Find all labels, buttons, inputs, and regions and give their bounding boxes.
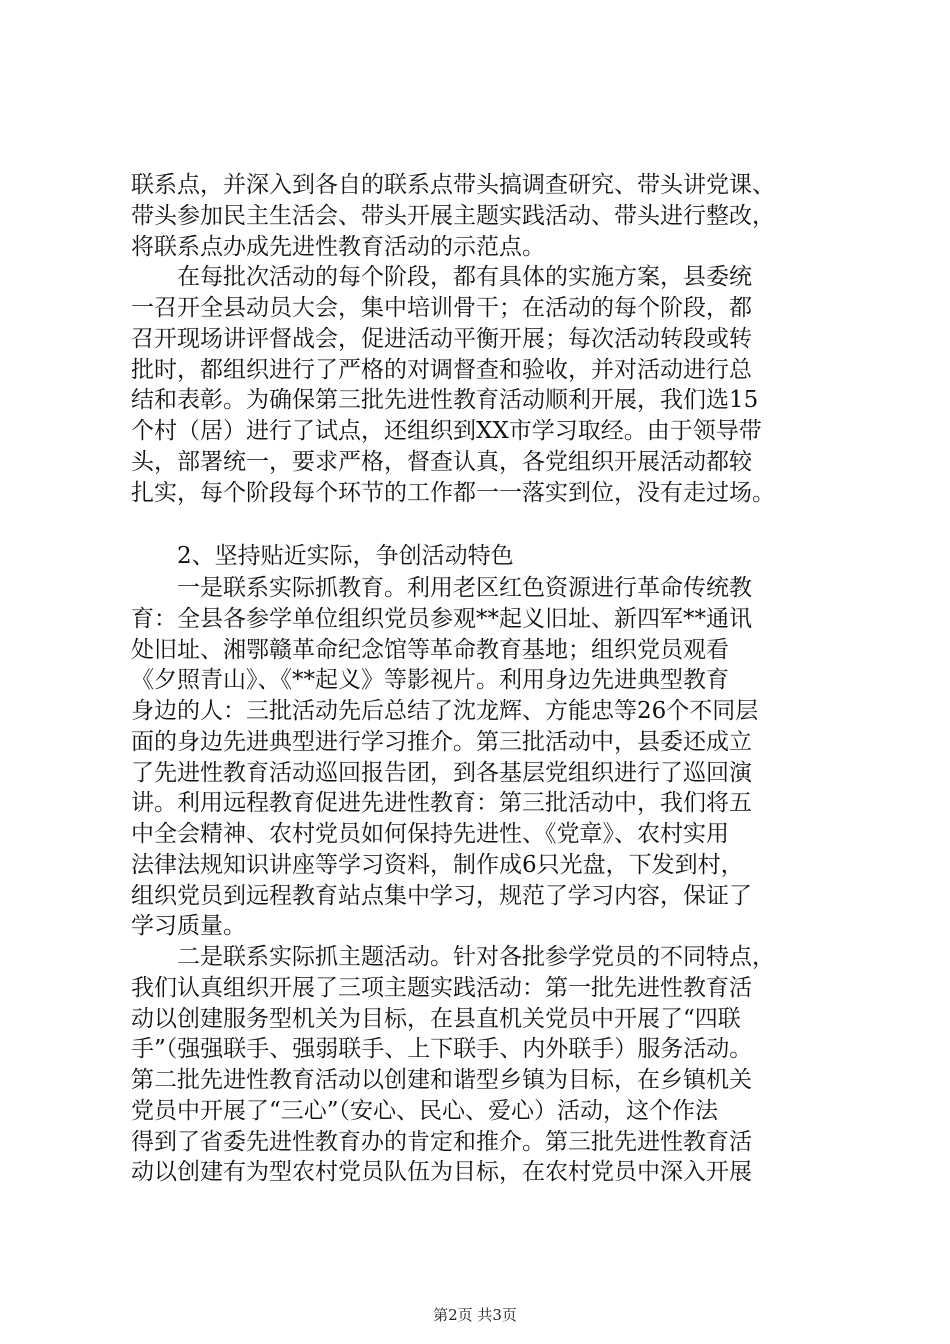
page-footer: 第2页 共3页 [433, 1306, 517, 1324]
text-line: 处旧址、湘鄂赣革命纪念馆等革命教育基地；组织党员观看 [131, 636, 729, 663]
section-heading: 2、坚持贴近实际，争创活动特色 [131, 543, 514, 569]
text-line: 在每批次活动的每个阶段，都有具体的实施方案，县委统 [131, 264, 752, 291]
text-line: 头，部署统一，要求严格，督查认真，各党组织开展活动都较 [131, 448, 752, 475]
paragraph-spacer [131, 508, 831, 539]
paragraph-block-bottom [131, 573, 831, 1188]
text-line: 了先进性教育活动巡回报告团，到各基层党组织进行了巡回演 [131, 759, 752, 786]
text-line: 动以创建服务型机关为目标，在县直机关党员中开展了“四联 [131, 1005, 741, 1032]
text-line: 面的身边先进典型进行学习推介。第三批活动中，县委还成立 [131, 728, 752, 755]
text-line: 身边的人：三批活动先后总结了沈龙辉、方能忠等26个不同层 [131, 698, 759, 724]
text-line: 育：全县各参学单位组织党员参观**起义旧址、新四军**通讯 [131, 605, 752, 632]
text-line: 讲。利用远程教育促进先进性教育：第三批活动中，我们将五 [131, 790, 752, 817]
text-line: 联系点，并深入到各自的联系点带头搞调查研究、带头讲党课、 [131, 172, 775, 198]
text-line: 手”（强强联手、强弱联手、上下联手、内外联手）服务活动。 [131, 1036, 753, 1063]
text-line: 组织党员到远程教育站点集中学习，规范了学习内容，保证了 [131, 882, 752, 909]
text-line: 第二批先进性教育活动以创建和谐型乡镇为目标，在乡镇机关 [131, 1067, 752, 1093]
paragraph-block-top [131, 170, 831, 508]
text-line: 批时，都组织进行了严格的对调督查和验收，并对活动进行总 [131, 356, 752, 383]
text-line: 得到了省委先进性教育办的肯定和推介。第三批先进性教育活 [131, 1128, 752, 1155]
text-line: 一是联系实际抓教育。利用老区红色资源进行革命传统教 [131, 575, 752, 601]
text-line: 扎实，每个阶段每个环节的工作都一一落实到位，没有走过场。 [131, 479, 775, 506]
text-line: 结和表彰。为确保第三批先进性教育活动顺利开展，我们选15 [131, 387, 759, 414]
text-line: 将联系点办成先进性教育活动的示范点。 [131, 233, 545, 260]
text-line: 个村（居）进行了试点，还组织到XX市学习取经。由于领导带 [131, 418, 762, 444]
text-line: 动以创建有为型农村党员队伍为目标，在农村党员中深入开展 [131, 1159, 752, 1186]
text-line: 二是联系实际抓主题活动。针对各批参学党员的不同特点， [131, 944, 775, 970]
text-line: 《夕照青山》、《**起义》等影视片。利用身边先进典型教育 [131, 667, 729, 694]
text-line: 中全会精神、农村党员如何保持先进性、《党章》、农村实用 [131, 821, 729, 847]
text-line: 一召开全县动员大会，集中培训骨干；在活动的每个阶段，都 [131, 295, 752, 321]
text-line: 法律法规知识讲座等学习资料，制作成6只光盘，下发到村， [131, 851, 744, 878]
text-line: 召开现场讲评督战会，促进活动平衡开展；每次活动转段或转 [131, 325, 752, 352]
text-line: 带头参加民主生活会、带头开展主题实践活动、带头进行整改， [131, 202, 775, 229]
text-line: 我们认真组织开展了三项主题实践活动：第一批先进性教育活 [131, 974, 752, 1001]
text-line: 党员中开展了“三心”（安心、民心、爱心）活动，这个作法 [131, 1097, 719, 1124]
text-line: 学习质量。 [131, 913, 246, 940]
document-body [131, 170, 831, 1188]
